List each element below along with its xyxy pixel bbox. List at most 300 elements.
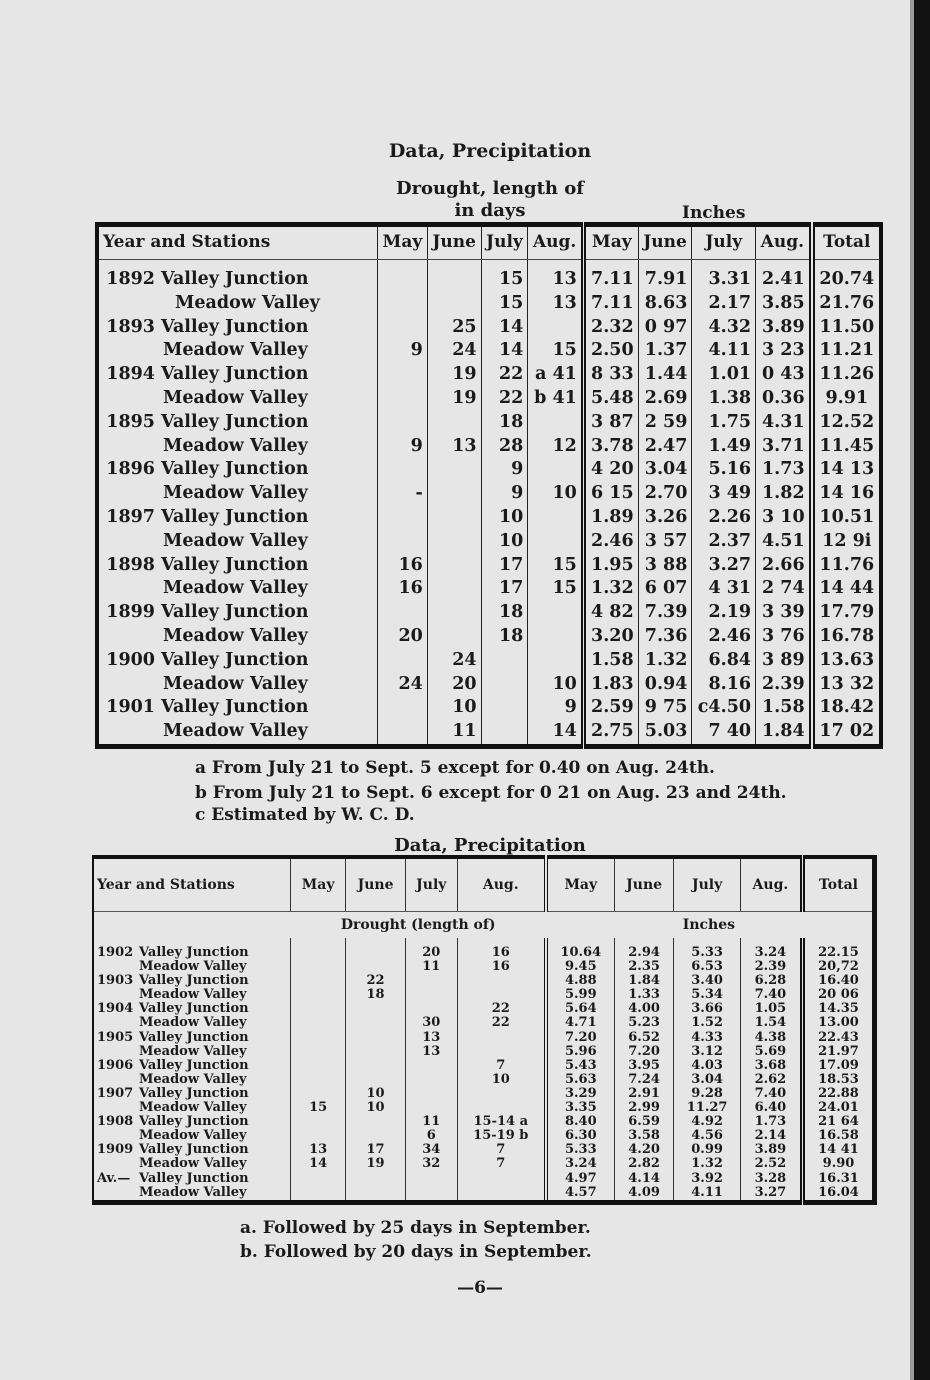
cell-aug-inches: 2.62 [740,1073,802,1087]
cell-june-inches: 7.20 [614,1045,674,1059]
cell-may-drought: 24 [378,673,428,697]
table-row [97,339,881,363]
row-station [97,673,378,697]
cell-aug-drought [457,1045,546,1059]
table1-header-4: Aug. [528,225,584,260]
cell-july-inches: 7 40 [692,720,756,746]
row-station [93,1016,291,1030]
table-row [93,1143,875,1157]
cell-aug-drought: 15 [528,577,584,601]
cell-june-inches: 7.36 [638,625,692,649]
station-name: Meadow Valley [163,435,308,456]
cell-july-drought: 11 [405,1115,457,1129]
table-row [97,387,881,411]
cell-july-drought [481,696,528,720]
cell-july-inches: 3.04 [674,1073,740,1087]
cell-may-drought [378,458,428,482]
cell-may-drought [378,601,428,625]
cell-june-inches: 4.14 [614,1172,674,1186]
cell-aug-drought: 14 [528,720,584,746]
table-row [97,720,881,746]
cell-aug-inches: 2.41 [756,268,812,292]
cell-june-drought [346,1186,406,1203]
row-year: 1906 [97,1057,134,1073]
cell-may-inches: 1.83 [583,673,638,697]
cell-aug-drought: 22 [457,1002,546,1016]
cell-may-drought [291,1087,346,1101]
cell-aug-inches: 3 76 [756,625,812,649]
cell-june-inches: 2.70 [638,482,692,506]
station-name: Valley Junction [139,1170,249,1186]
table2-header-6: June [614,857,674,912]
cell-may-inches: 8.40 [546,1115,614,1129]
row-station [93,988,291,1002]
cell-july-drought: 18 [481,411,528,435]
table-row [97,435,881,459]
cell-total-inches: 17.79 [812,601,881,625]
table-row [93,1115,875,1129]
cell-july-drought: 30 [405,1016,457,1030]
cell-may-drought: 14 [291,1157,346,1171]
cell-june-drought [427,577,481,601]
table1-footnote-a: a From July 21 to Sept. 5 except for 0.40 on Aug. 24th. [195,758,715,778]
cell-total-inches: 11.21 [812,339,881,363]
table-row [93,1186,875,1203]
cell-may-drought [291,1002,346,1016]
row-station [93,960,291,974]
cell-june-drought: 19 [427,363,481,387]
cell-july-inches: 3.40 [674,974,740,988]
row-year: 1905 [97,1029,134,1045]
cell-june-inches: 1.32 [638,649,692,673]
cell-june-inches: 7.24 [614,1073,674,1087]
table-row [93,1073,875,1087]
table1-header-5: May [583,225,638,260]
station-name: Valley Junction [161,602,309,623]
cell-aug-drought: a 41 [528,363,584,387]
cell-aug-inches: 6.28 [740,974,802,988]
table-row [93,1045,875,1059]
cell-june-drought [346,1172,406,1186]
cell-july-inches: 3.31 [692,268,756,292]
row-station [93,1115,291,1129]
station-name: Meadow Valley [139,1128,247,1144]
cell-june-inches: 9 75 [638,696,692,720]
cell-aug-drought [528,458,584,482]
cell-may-inches: 3 87 [583,411,638,435]
table2-header-1: May [291,857,346,912]
row-station [93,1031,291,1045]
cell-may-inches: 3.29 [546,1087,614,1101]
cell-aug-inches: 1.54 [740,1016,802,1030]
cell-total-inches: 13 32 [812,673,881,697]
cell-july-inches: 5.16 [692,458,756,482]
cell-total-inches: 17 02 [812,720,881,746]
cell-aug-inches: 2.39 [740,960,802,974]
cell-aug-drought: 15 [528,339,584,363]
cell-may-inches: 9.45 [546,960,614,974]
cell-total-inches: 20.74 [812,268,881,292]
cell-june-inches: 3.04 [638,458,692,482]
cell-june-drought: 24 [427,339,481,363]
cell-total-inches: 17.09 [803,1059,875,1073]
row-station [97,316,378,340]
cell-july-inches: 4.56 [674,1129,740,1143]
cell-aug-drought [457,1031,546,1045]
row-station [93,1143,291,1157]
cell-june-inches: 1.44 [638,363,692,387]
table2-drought-label: Drought (length of) [340,917,496,933]
cell-june-inches: 4.00 [614,1002,674,1016]
row-year: 1909 [97,1142,134,1158]
row-station [93,1059,291,1073]
cell-aug-inches: 3.28 [740,1172,802,1186]
table-row [93,988,875,1002]
cell-aug-drought: 9 [528,696,584,720]
row-station [97,530,378,554]
cell-june-drought [427,268,481,292]
cell-may-inches: 7.11 [583,268,638,292]
cell-may-inches: 4.88 [546,974,614,988]
cell-june-drought: 24 [427,649,481,673]
cell-july-inches: 3.92 [674,1172,740,1186]
cell-july-inches: 4.11 [674,1186,740,1203]
cell-july-inches: 1.32 [674,1157,740,1171]
table1-header-2: June [427,225,481,260]
station-name: Valley Junction [161,506,309,527]
cell-june-drought [427,625,481,649]
cell-june-drought: 25 [427,316,481,340]
cell-july-inches: 11.27 [674,1101,740,1115]
cell-aug-inches: 2.52 [740,1157,802,1171]
cell-may-drought: 13 [291,1143,346,1157]
table-row [97,316,881,340]
row-station [97,720,378,746]
cell-may-drought [291,1172,346,1186]
cell-june-inches: 5.23 [614,1016,674,1030]
station-name: Meadow Valley [163,721,308,742]
station-name: Valley Junction [161,316,309,337]
table-row [97,625,881,649]
cell-june-drought [346,1115,406,1129]
cell-aug-drought [528,316,584,340]
row-year: 1894 [106,364,155,385]
station-name: Meadow Valley [139,1043,247,1059]
row-year: 1899 [106,602,155,623]
row-station [97,482,378,506]
row-station [93,1129,291,1143]
cell-july-drought [405,1059,457,1073]
cell-aug-drought: 13 [528,292,584,316]
cell-july-inches: 3.27 [692,554,756,578]
row-year: 1903 [97,973,134,989]
cell-june-inches: 1.37 [638,339,692,363]
cell-july-inches: c4.50 [692,696,756,720]
station-name: Valley Junction [161,269,309,289]
table-row [97,482,881,506]
cell-june-drought [346,946,406,960]
cell-july-inches: 1.38 [692,387,756,411]
cell-june-inches: 4.09 [614,1186,674,1203]
cell-total-inches: 9.91 [812,387,881,411]
page-number: —6— [457,1278,503,1298]
cell-may-inches: 6.30 [546,1129,614,1143]
cell-may-drought: 16 [378,554,428,578]
cell-total-inches: 9.90 [803,1157,875,1171]
cell-total-inches: 21.97 [803,1045,875,1059]
cell-july-drought: 9 [481,482,528,506]
station-name: Meadow Valley [139,1156,247,1172]
cell-aug-drought: 12 [528,435,584,459]
cell-aug-inches: 3 39 [756,601,812,625]
cell-may-inches: 2.46 [583,530,638,554]
cell-may-inches: 4.71 [546,1016,614,1030]
cell-may-inches: 5.48 [583,387,638,411]
table1-footnote-b: b From July 21 to Sept. 6 except for 0 21 on Aug. 23 and 24th. [195,783,787,803]
cell-june-drought [346,1073,406,1087]
cell-june-drought [427,292,481,316]
table2-inches-label: Inches [682,917,736,933]
row-year: 1898 [106,554,155,575]
station-name: Valley Junction [139,973,249,989]
cell-may-inches: 7.11 [583,292,638,316]
table2-header-2: June [346,857,406,912]
cell-aug-drought [457,1186,546,1203]
table-row [97,673,881,697]
table-row [93,1059,875,1073]
cell-june-drought [346,1045,406,1059]
cell-aug-inches: 3.68 [740,1059,802,1073]
cell-july-drought: 18 [481,625,528,649]
cell-june-drought [427,411,481,435]
cell-june-drought [346,1002,406,1016]
cell-may-inches: 3.35 [546,1101,614,1115]
table-row [93,1172,875,1186]
station-name: Meadow Valley [139,987,247,1003]
row-year: 1908 [97,1114,134,1130]
cell-total-inches: 13.63 [812,649,881,673]
cell-may-drought [378,316,428,340]
cell-total-inches: 12.52 [812,411,881,435]
cell-july-inches: 6.84 [692,649,756,673]
cell-total-inches: 11.50 [812,316,881,340]
cell-july-drought: 10 [481,530,528,554]
cell-july-drought: 32 [405,1157,457,1171]
cell-june-inches: 4.20 [614,1143,674,1157]
cell-july-drought [405,974,457,988]
row-station [93,1087,291,1101]
row-station [93,946,291,960]
cell-may-inches: 1.95 [583,554,638,578]
cell-total-inches: 14 16 [812,482,881,506]
row-year: 1904 [97,1001,134,1017]
station-name: Valley Junction [139,1085,249,1101]
cell-aug-drought: 15 [528,554,584,578]
cell-may-inches: 2.75 [583,720,638,746]
cell-july-inches: 9.28 [674,1087,740,1101]
cell-aug-inches: 4.51 [756,530,812,554]
cell-may-drought [378,506,428,530]
cell-july-drought: 10 [481,506,528,530]
table2-header-8: Aug. [740,857,802,912]
cell-july-inches: 3 49 [692,482,756,506]
cell-may-drought [378,292,428,316]
cell-aug-inches: 4.38 [740,1031,802,1045]
cell-total-inches: 18.42 [812,696,881,720]
cell-june-inches: 6.59 [614,1115,674,1129]
table-row [97,292,881,316]
cell-aug-inches: 2.39 [756,673,812,697]
table2-header-9: Total [803,857,875,912]
table2-footnote-a: a. Followed by 25 days in September. [240,1218,591,1238]
cell-aug-inches: 2 74 [756,577,812,601]
cell-aug-inches: 4.31 [756,411,812,435]
cell-may-drought: 15 [291,1101,346,1115]
station-name: Meadow Valley [139,1071,247,1087]
cell-july-inches: 4.33 [674,1031,740,1045]
cell-total-inches: 14 41 [803,1143,875,1157]
cell-aug-drought: 16 [457,946,546,960]
cell-may-drought [378,387,428,411]
table-row [93,1087,875,1101]
table-row [97,577,881,601]
row-station [97,435,378,459]
cell-june-drought [427,506,481,530]
cell-total-inches: 20 06 [803,988,875,1002]
cell-july-inches: 2.26 [692,506,756,530]
cell-july-drought [405,988,457,1002]
cell-total-inches: 22.15 [803,946,875,960]
row-station [97,696,378,720]
cell-june-drought [346,1016,406,1030]
cell-july-drought: 13 [405,1031,457,1045]
cell-aug-drought: 10 [457,1073,546,1087]
cell-july-drought: 14 [481,339,528,363]
cell-aug-inches: 1.73 [756,458,812,482]
cell-may-drought [291,1129,346,1143]
cell-june-drought [346,1031,406,1045]
cell-may-drought [291,960,346,974]
cell-aug-drought: 15-19 b [457,1129,546,1143]
cell-july-inches: 1.52 [674,1016,740,1030]
cell-may-drought [291,1186,346,1203]
cell-aug-drought [457,1101,546,1115]
cell-may-drought [378,268,428,292]
row-station [97,411,378,435]
table1-header-1: May [378,225,428,260]
cell-june-drought: 19 [427,387,481,411]
cell-total-inches: 14 44 [812,577,881,601]
cell-may-drought [291,1073,346,1087]
table1-header-9: Total [812,225,881,260]
cell-may-inches: 4 20 [583,458,638,482]
cell-june-drought [346,1059,406,1073]
table1-header-3: July [481,225,528,260]
cell-june-inches: 3.95 [614,1059,674,1073]
cell-aug-drought [528,601,584,625]
row-station [93,1157,291,1171]
precipitation-table-1902-1909 [92,855,877,1205]
cell-july-drought: 17 [481,577,528,601]
cell-aug-inches: 1.73 [740,1115,802,1129]
cell-may-inches: 5.43 [546,1059,614,1073]
cell-aug-drought [457,974,546,988]
cell-aug-inches: 3.85 [756,292,812,316]
row-station [97,458,378,482]
cell-may-inches: 3.78 [583,435,638,459]
cell-aug-inches: 1.58 [756,696,812,720]
cell-aug-drought: 7 [457,1059,546,1073]
cell-total-inches: 21 64 [803,1115,875,1129]
table-row [97,458,881,482]
cell-aug-inches: 2.14 [740,1129,802,1143]
table-row [97,268,881,292]
cell-june-inches: 0.94 [638,673,692,697]
cell-june-drought: 11 [427,720,481,746]
cell-july-inches: 4.32 [692,316,756,340]
table-row [93,1129,875,1143]
row-year: 1897 [106,506,155,527]
cell-july-inches: 2.19 [692,601,756,625]
cell-aug-drought [528,625,584,649]
table2-title: Data, Precipitation [394,835,586,856]
cell-june-inches: 7.91 [638,268,692,292]
row-year: 1896 [106,459,155,480]
cell-aug-drought: 10 [528,482,584,506]
row-year: 1900 [106,649,155,670]
cell-june-inches: 7.39 [638,601,692,625]
cell-total-inches: 22.43 [803,1031,875,1045]
cell-aug-drought [457,988,546,1002]
cell-june-inches: 2.94 [614,946,674,960]
cell-aug-drought: 22 [457,1016,546,1030]
cell-may-drought [378,720,428,746]
table-row [93,1031,875,1045]
table1-header-8: Aug. [756,225,812,260]
cell-aug-drought [528,649,584,673]
cell-total-inches: 11.76 [812,554,881,578]
cell-may-drought: 16 [378,577,428,601]
table2-header-5: May [546,857,614,912]
cell-may-drought: - [378,482,428,506]
cell-june-drought: 13 [427,435,481,459]
station-name: Meadow Valley [163,578,308,599]
cell-may-drought [378,696,428,720]
cell-total-inches: 14 13 [812,458,881,482]
cell-july-inches: 2.37 [692,530,756,554]
cell-aug-drought: 13 [528,268,584,292]
cell-june-inches: 3 88 [638,554,692,578]
cell-aug-inches: 7.40 [740,1087,802,1101]
cell-aug-inches: 3 89 [756,649,812,673]
station-name: Meadow Valley [163,483,308,504]
cell-may-drought [378,411,428,435]
cell-may-inches: 4.97 [546,1172,614,1186]
cell-july-inches: 4.03 [674,1059,740,1073]
cell-may-inches: 1.89 [583,506,638,530]
table1-header-7: July [692,225,756,260]
cell-june-inches: 2.82 [614,1157,674,1171]
station-name: Valley Junction [161,411,309,432]
cell-may-inches: 6 15 [583,482,638,506]
row-station [93,1045,291,1059]
cell-aug-drought: 7 [457,1157,546,1171]
cell-june-inches: 2.99 [614,1101,674,1115]
cell-may-inches: 5.64 [546,1002,614,1016]
cell-aug-drought: 10 [528,673,584,697]
cell-june-drought [346,960,406,974]
cell-july-drought: 14 [481,316,528,340]
